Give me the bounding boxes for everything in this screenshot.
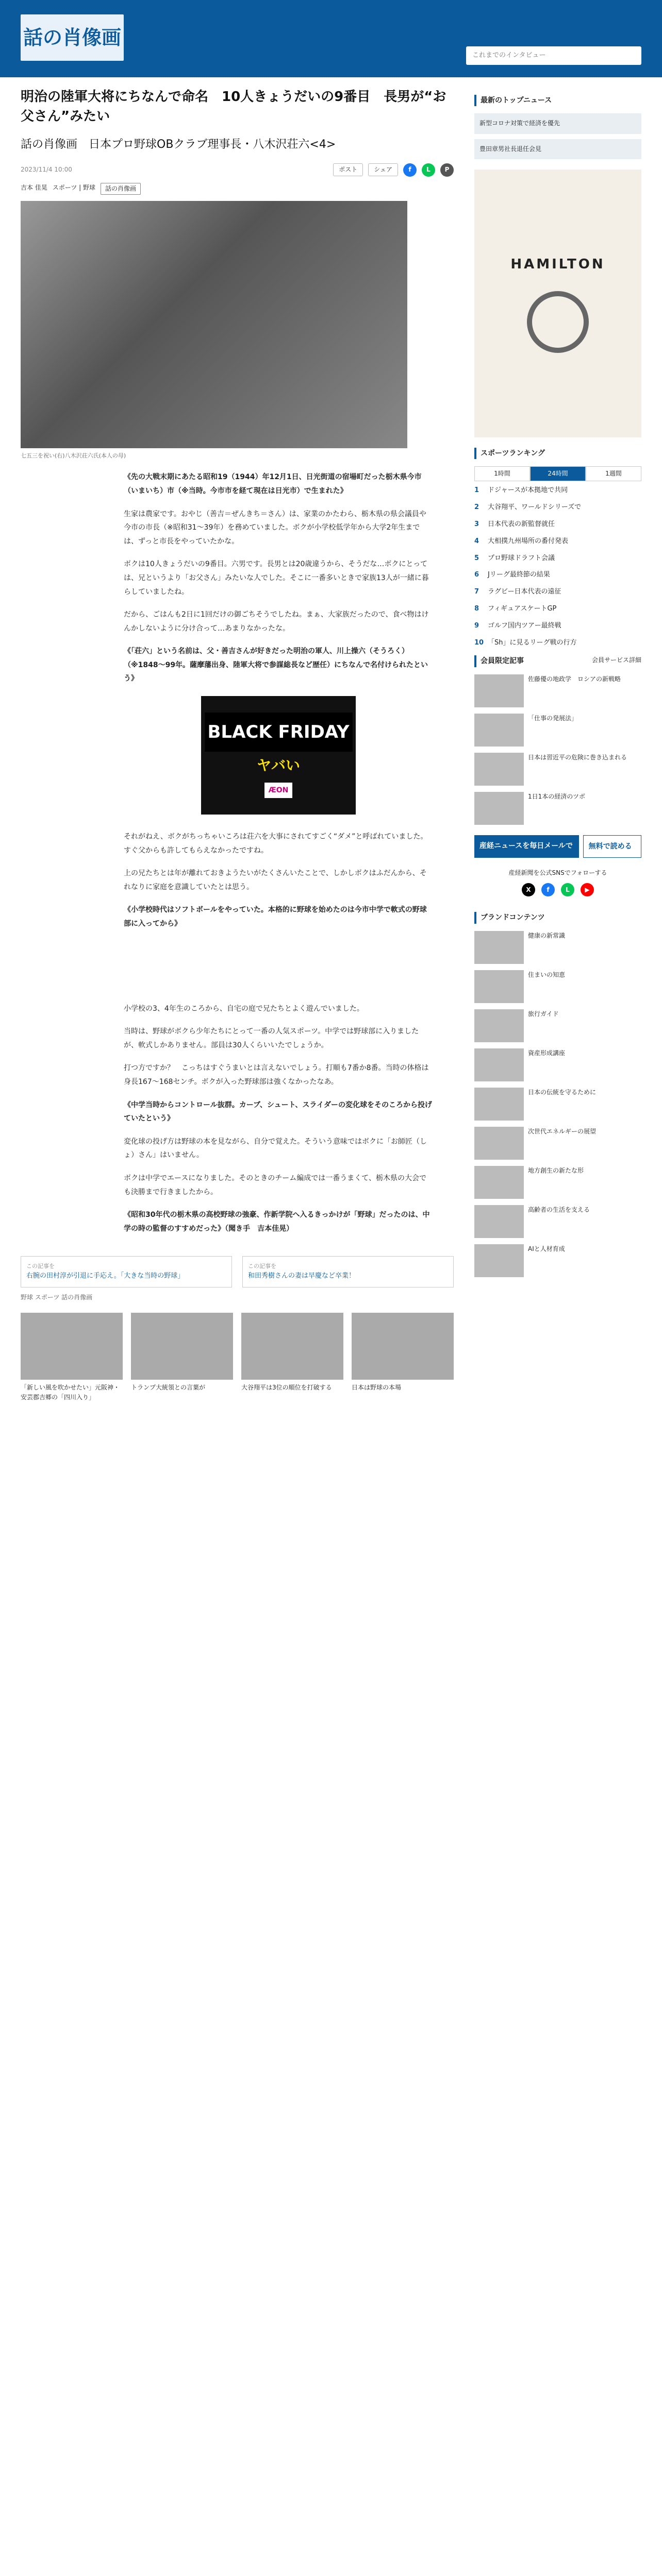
related-text: 和田秀樹さんの妻は早慶など卒業！ — [248, 1272, 356, 1280]
topics-title: 最新のトップニュース — [481, 96, 552, 105]
paragraph: 小学校の3、4年生のころから、自宅の庭で兄たちとよく遊んでいました。 — [124, 1004, 364, 1013]
thumb — [474, 753, 524, 786]
card-image — [352, 1313, 454, 1380]
post-button[interactable]: ポスト — [333, 163, 363, 176]
share-button[interactable]: シェア — [368, 163, 398, 176]
category-link[interactable]: スポーツ | 野球 — [52, 183, 96, 191]
sidebar — [474, 88, 641, 1423]
thumb — [474, 1205, 524, 1238]
thumb — [474, 714, 524, 747]
thumb — [474, 931, 524, 964]
publish-date: 2023/11/4 10:00 — [21, 165, 72, 173]
promo-item[interactable]: 旅行ガイド — [474, 1009, 641, 1042]
promo-title: ブランドコンテンツ — [481, 913, 545, 922]
article-photo — [21, 201, 407, 448]
article-subtitle: 話の肖像画 日本プロ野球OBクラブ理事長・八木沢荘六<4> — [21, 138, 336, 151]
ad-brand: ÆON — [264, 783, 293, 799]
member-item[interactable]: 1日1本の経済のツボ — [474, 792, 641, 825]
rank-item[interactable]: 10 「Sh」に見るリーグ戦の行方 — [474, 638, 577, 647]
tab-1h[interactable]: 1時間 — [474, 466, 530, 481]
quote: 《中学当時からコントロール抜群。カーブ、シュート、スライダーの変化球をそのころから投げていたという》 — [124, 1100, 432, 1123]
line-icon[interactable]: L — [561, 883, 574, 896]
related-card[interactable] — [352, 1313, 454, 1402]
paragraph: 打つ方ですか？ こっちはすぐうまいとは言えないでしょう。打順も7番か8番。当時の体格は身長167～168センチ。ボクが入った野球部は強くなかったなあ。 — [124, 1064, 429, 1086]
topic-link[interactable]: 新型コロナ対策で経済を優先 — [474, 113, 641, 133]
member-item[interactable]: 佐藤優の地政学 ロシアの新戦略 — [474, 674, 641, 707]
thumb — [474, 1166, 524, 1199]
rank-item[interactable]: 1 ドジャースが本拠地で共同 — [474, 486, 568, 495]
paragraph: ボクは10人きょうだいの9番目。六男です。長男とは20歳違うから、そうだな…ボクにとっては、兄というより「お父さん」みたいな人でした。そこに一番多いときで家族13人が一緒に暮らしていましたね。 — [124, 560, 429, 596]
related-link[interactable] — [21, 1256, 232, 1287]
facebook-icon[interactable]: f — [403, 163, 417, 177]
author-name[interactable]: 吉本 佳晃 — [21, 183, 47, 191]
ad-banner[interactable] — [201, 696, 356, 815]
rank-item[interactable]: 8 フィギュアスケートGP — [474, 604, 557, 613]
related-card[interactable] — [131, 1313, 233, 1402]
card-image — [131, 1313, 233, 1380]
free-read-box[interactable]: 無料で読める — [583, 835, 641, 858]
quote-intro: 《先の大戦末期にあたる昭和19（1944）年12月1日、日光街道の宿場町だった栃木県今市（いまいち）市（※当時。今市市を経て現在は日光市）で生まれた》 — [124, 473, 422, 495]
x-icon[interactable]: X — [522, 883, 535, 896]
rank-item[interactable]: 4 大相撲九州場所の番付発表 — [474, 537, 569, 545]
member-item[interactable]: 日本は習近平の危険に巻き込まれる — [474, 753, 641, 786]
paragraph: ボクは中学でエースになりました。そのときのチーム編成では一番うまくて、栃木県の大会でも決勝まで行きましたから。 — [124, 1174, 427, 1196]
member-item[interactable]: 「仕事の発展法」 — [474, 714, 641, 747]
sidebar-ad[interactable] — [474, 170, 641, 437]
rank-item[interactable]: 9 ゴルフ国内ツアー最終戦 — [474, 621, 561, 630]
quote: 《昭和30年代の栃木県の高校野球の強豪、作新学院へ入るきっかけが「野球」だったのは、中学の時の監督のすすめだった》（聞き手 吉本佳晃） — [124, 1211, 430, 1233]
site-logo[interactable]: 話の肖像画 — [21, 14, 124, 61]
series-tag[interactable]: 話の肖像画 — [101, 183, 141, 195]
paragraph: 生家は農家です。おやじ（善吉＝ぜんきち＝さん）は、家業のかたわら、栃木県の県会議員や今市の市長（※昭和31～39年）を務めていました。ボクが小学校低学年から大学2年生までは、ずっと市長をやっていたかな。 — [124, 510, 426, 546]
topic-link[interactable]: 豊田章男社長退任会見 — [474, 139, 641, 159]
thumb — [474, 792, 524, 825]
print-icon[interactable]: P — [440, 163, 454, 177]
thumb — [474, 1244, 524, 1277]
ad-subhead: ヤバい — [256, 757, 300, 774]
thumb — [474, 1009, 524, 1042]
promo-item[interactable]: 地方創生の新たな形 — [474, 1166, 641, 1199]
paragraph: だから、ごはんも2日に1回だけの御ごちそうでしたね。まぁ、大家族だったので、食べ物はけんかしないように分け合って…あまりなかったな。 — [124, 611, 429, 633]
paragraph: 当時は、野球がボクら少年たちにとって一番の人気スポーツ。中学では野球部に入りましたが、軟式しかありません。部員は30人くらいいたでしょうか。 — [124, 1027, 419, 1049]
rank-item[interactable]: 3 日本代表の新監督就任 — [474, 520, 555, 528]
tab-1w[interactable]: 1週間 — [586, 466, 641, 481]
rank-item[interactable]: 5 プロ野球ドラフト会議 — [474, 554, 555, 562]
card-title: 「新しい風を吹かせたい」元阪神・安芸郡吉郷の「四川入り」 — [21, 1383, 120, 1401]
paragraph: 上の兄たちとは年が離れておきようたいがたくさんいたことで、しかしボクはふだんから、それなりに家庭を意識していたとは思う。 — [124, 869, 427, 891]
ranking-title: スポーツランキング — [481, 449, 545, 457]
members-more-link[interactable]: 会員サービス詳細 — [591, 656, 641, 664]
paragraph: 変化球の投げ方は野球の本を見ながら、自分で覚えた。そういう意味ではボクに「お師匠（しょ）さん」はいません。 — [124, 1137, 427, 1160]
tab-24h[interactable]: 24時間 — [530, 466, 586, 481]
card-title: 日本は野球の本場 — [352, 1383, 402, 1391]
quote: 《小学校時代はソフトボールをやっていた。本格的に野球を始めたのは今市中学で軟式の野球部に入ってから》 — [124, 906, 427, 928]
rank-item[interactable]: 6 Jリーグ最終節の結果 — [474, 571, 550, 579]
quote: 《「荘六」という名前は、父・善吉さんが好きだった明治の軍人、川上操六（そうろく）（※1848～99年。薩摩藩出身、陸軍大将で参謀総長など歴任）にちなんで名付けられたという》 — [124, 647, 428, 683]
promo-item[interactable]: 次世代エネルギーの展望 — [474, 1127, 641, 1160]
related-link[interactable] — [242, 1256, 454, 1287]
card-image — [241, 1313, 343, 1380]
promo-item[interactable]: 資産形成講座 — [474, 1048, 641, 1081]
article-title: 明治の陸軍大将にちなんで命名 10人きょうだいの9番目 長男が“お父さん”みたい — [21, 89, 446, 124]
thumb — [474, 1088, 524, 1121]
promo-item[interactable]: 健康の新常識 — [474, 931, 641, 964]
paragraph: それがねえ、ボクがちっちゃいころは荘六を大事にされてすごく“ダメ”と呼ばれていました。すぐ父からも許してもらえなかったですね。 — [124, 833, 428, 855]
related-card[interactable] — [21, 1313, 123, 1402]
card-image — [21, 1313, 123, 1380]
promo-item[interactable]: 日本の伝統を守るために — [474, 1088, 641, 1121]
photo-caption: 七五三を祝い(右)八木沢荘六氏(本人の母) — [21, 452, 126, 459]
site-header — [0, 0, 662, 77]
promo-item[interactable]: AIと人材育成 — [474, 1244, 641, 1277]
ad-headline: BLACK FRIDAY — [205, 713, 353, 752]
card-title: トランプ大統領との言葉が — [131, 1383, 206, 1391]
members-title: 会員限定記事 — [481, 657, 524, 666]
rank-item[interactable]: 2 大谷翔平、ワールドシリーズで — [474, 503, 582, 512]
sns-title: 産経新聞を公式SNSでフォローする — [508, 869, 607, 877]
thumb — [474, 1048, 524, 1081]
promo-item[interactable]: 高齢者の生活を支える — [474, 1205, 641, 1238]
related-text: 右腕の田村淳が引退に手応え。「大きな当時の野球」 — [26, 1272, 185, 1280]
newsletter-box[interactable]: 産経ニュースを毎日メールで — [474, 835, 579, 858]
promo-item[interactable]: 住まいの知恵 — [474, 970, 641, 1003]
thumb — [474, 674, 524, 707]
related-label: この記事を — [248, 1263, 276, 1270]
related-card[interactable] — [241, 1313, 343, 1402]
line-icon[interactable]: L — [422, 163, 435, 177]
rank-item[interactable]: 7 ラグビー日本代表の遠征 — [474, 588, 561, 596]
thumb — [474, 970, 524, 1003]
watch-icon — [527, 291, 589, 353]
card-title: 大谷翔平は3位の順位を打破する — [241, 1383, 332, 1391]
youtube-icon[interactable]: ▶ — [581, 883, 594, 896]
related-label: この記事を — [26, 1263, 55, 1270]
thumb — [474, 1127, 524, 1160]
facebook-icon[interactable]: f — [541, 883, 555, 896]
search-input[interactable]: これまでのインタビュー — [466, 46, 641, 65]
article-main — [21, 88, 454, 1423]
tags-row[interactable]: 野球 スポーツ 話の肖像画 — [21, 1293, 93, 1301]
ad-brand: HAMILTON — [510, 256, 605, 272]
